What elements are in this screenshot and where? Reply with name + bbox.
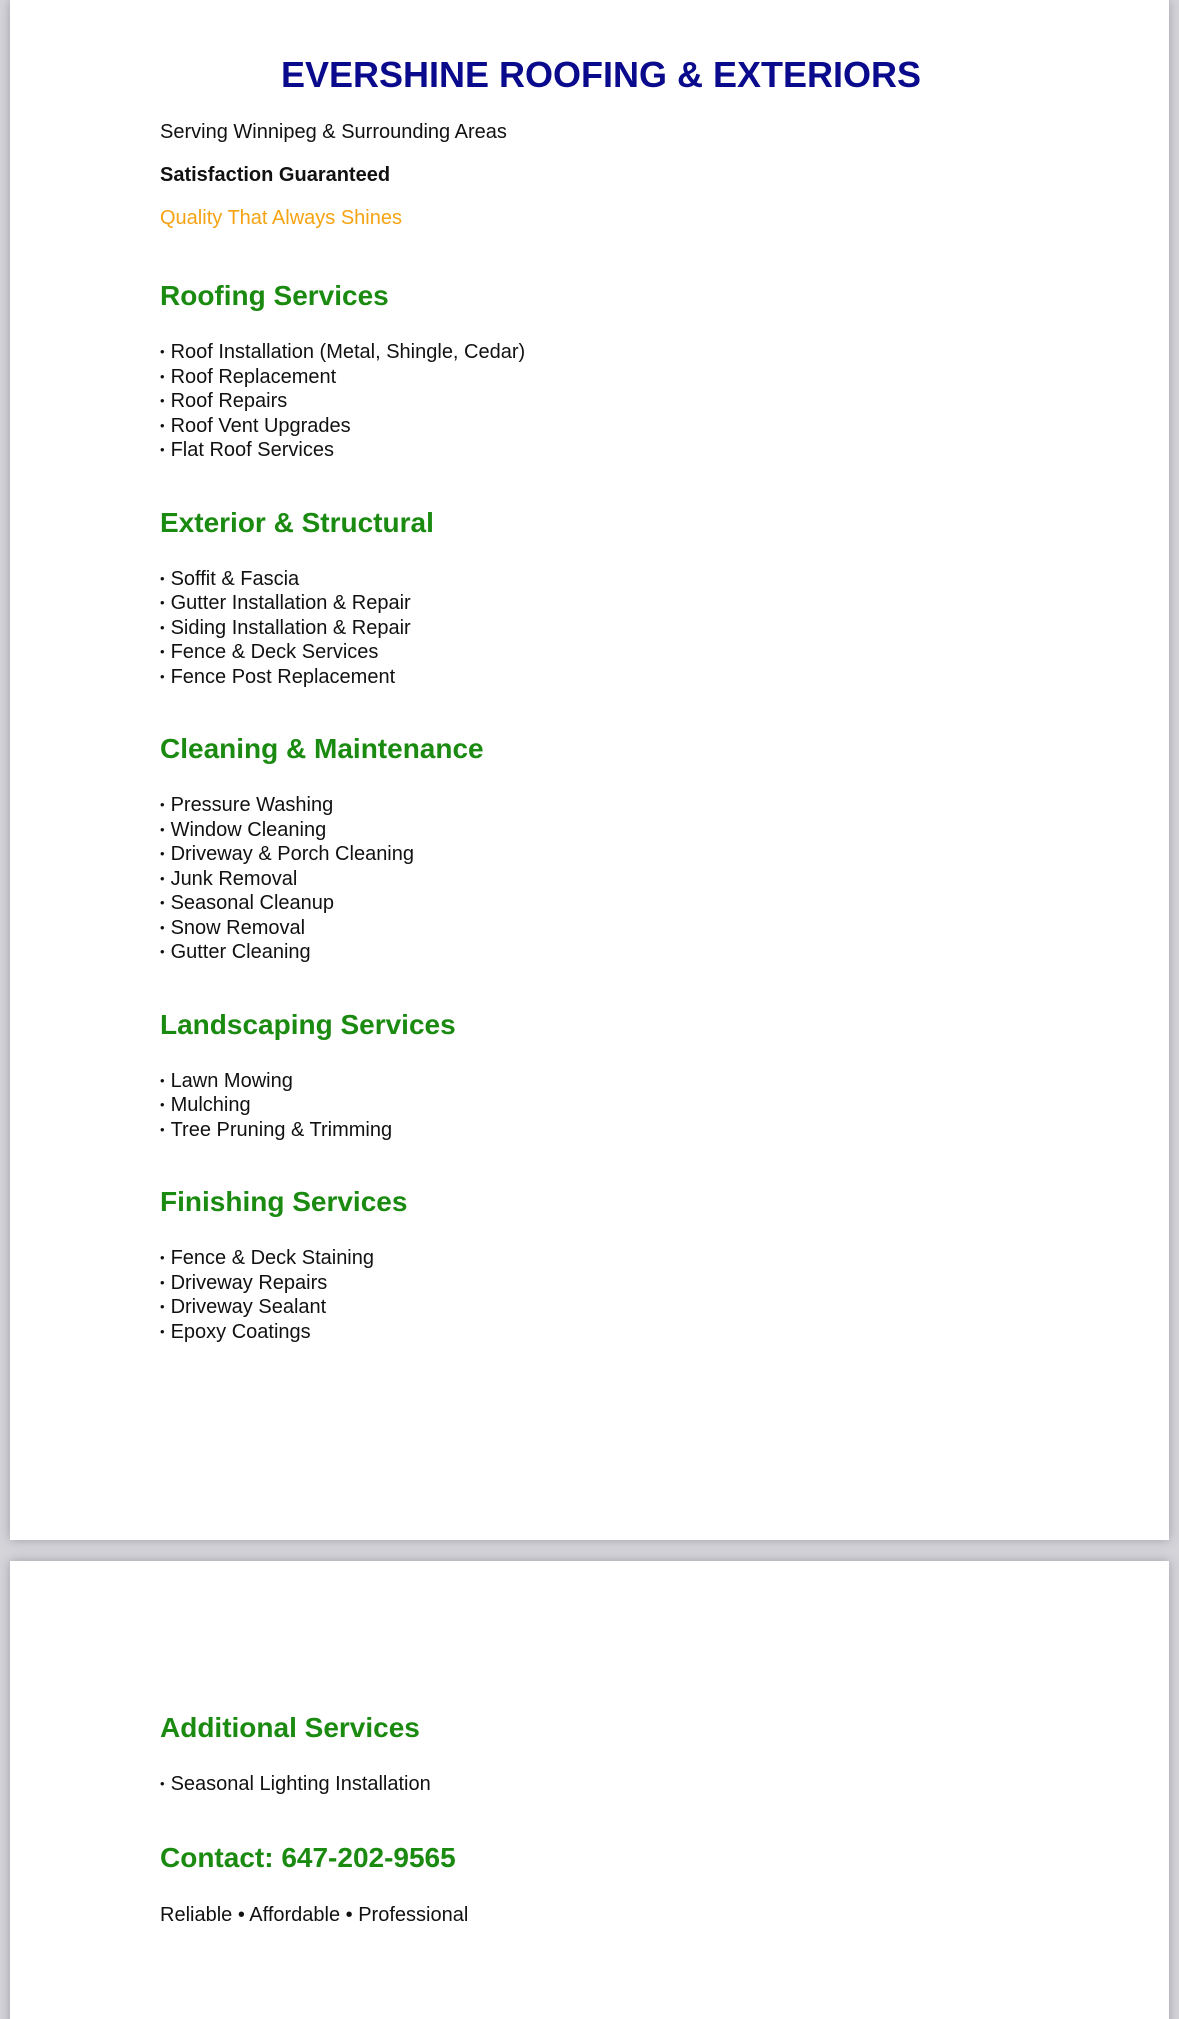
bullet-icon: • (160, 919, 165, 935)
list-item: • Gutter Installation & Repair (160, 592, 411, 614)
slogan-text: Quality That Always Shines (160, 207, 402, 229)
section-heading-exterior: Exterior & Structural (160, 506, 434, 538)
list-item: • Roof Installation (Metal, Shingle, Cedar) (160, 341, 526, 363)
bullet-icon: • (160, 368, 165, 384)
bullet-icon: • (160, 644, 165, 659)
roofing-services-list (160, 340, 1129, 463)
list-item: • Roof Repairs (160, 390, 288, 412)
landscaping-services-list (160, 1069, 1129, 1143)
additional-services-list (160, 1772, 1129, 1797)
bullet-icon: • (160, 570, 165, 586)
bullet-icon: • (160, 1097, 165, 1112)
list-item: • Tree Pruning & Trimming (160, 1118, 393, 1141)
list-item: • Epoxy Coatings (160, 1320, 311, 1343)
page-2-content (160, 1711, 1129, 1927)
list-item: • Driveway Repairs (160, 1271, 328, 1294)
bullet-icon: • (160, 668, 165, 684)
list-item: • Soffit & Fascia (160, 567, 300, 590)
bullet-icon: • (160, 595, 165, 610)
bullet-icon: • (160, 797, 165, 812)
list-item: • Fence & Deck Staining (160, 1247, 374, 1269)
bullet-icon: • (160, 417, 165, 433)
bullet-icon: • (160, 1299, 165, 1314)
finishing-services-list (160, 1246, 1129, 1344)
bullet-icon: • (160, 846, 165, 861)
guarantee-text: Satisfaction Guaranteed (160, 164, 391, 186)
page-1 (10, 0, 1169, 1540)
company-title: EVERSHINE ROOFING & EXTERIORS (280, 54, 922, 95)
list-item: • Gutter Cleaning (160, 941, 311, 963)
list-item: • Seasonal Lighting Installation (160, 1773, 431, 1795)
bullet-icon: • (160, 944, 165, 959)
list-item: • Seasonal Cleanup (160, 892, 335, 914)
list-item: • Siding Installation & Repair (160, 616, 411, 639)
bullet-icon: • (160, 1274, 165, 1290)
list-item: • Roof Vent Upgrades (160, 414, 351, 437)
list-item: • Mulching (160, 1094, 251, 1116)
list-item: • Flat Roof Services (160, 439, 334, 461)
bullet-icon: • (160, 870, 165, 886)
list-item: • Pressure Washing (160, 794, 334, 816)
bullet-icon: • (160, 1323, 165, 1339)
section-heading-roofing: Roofing Services (160, 280, 389, 311)
bullet-icon: • (160, 619, 165, 635)
bullet-icon: • (160, 895, 165, 910)
bullet-icon: • (160, 1776, 165, 1791)
list-item: • Roof Replacement (160, 365, 337, 388)
bullet-icon: • (160, 1121, 165, 1137)
section-heading-additional: Additional Services (160, 1712, 420, 1743)
list-item: • Fence Post Replacement (160, 665, 396, 688)
service-area-text: Serving Winnipeg & Surrounding Areas (160, 121, 507, 143)
page-1-content (160, 52, 1129, 1344)
bullet-icon: • (160, 393, 165, 408)
list-item: • Junk Removal (160, 867, 298, 890)
page-2 (10, 1561, 1169, 2019)
list-item: • Driveway Sealant (160, 1296, 327, 1318)
bullet-icon: • (160, 821, 165, 837)
cleaning-services-list (160, 793, 1129, 965)
list-item: • Fence & Deck Services (160, 641, 379, 663)
bullet-icon: • (160, 1250, 165, 1265)
bullet-icon: • (160, 442, 165, 457)
section-heading-landscaping: Landscaping Services (160, 1008, 456, 1040)
contact-heading: Contact: 647-202-9565 (160, 1841, 456, 1873)
bullet-icon: • (160, 1072, 165, 1088)
exterior-services-list (160, 567, 1129, 690)
list-item: • Window Cleaning (160, 818, 327, 841)
list-item: • Driveway & Porch Cleaning (160, 843, 414, 865)
section-heading-finishing: Finishing Services (160, 1186, 408, 1217)
bullet-icon: • (160, 344, 165, 359)
footer-tagline: Reliable • Affordable • Professional (160, 1903, 469, 1926)
list-item: • Snow Removal (160, 916, 306, 939)
section-heading-cleaning: Cleaning & Maintenance (160, 733, 484, 764)
list-item: • Lawn Mowing (160, 1069, 293, 1092)
